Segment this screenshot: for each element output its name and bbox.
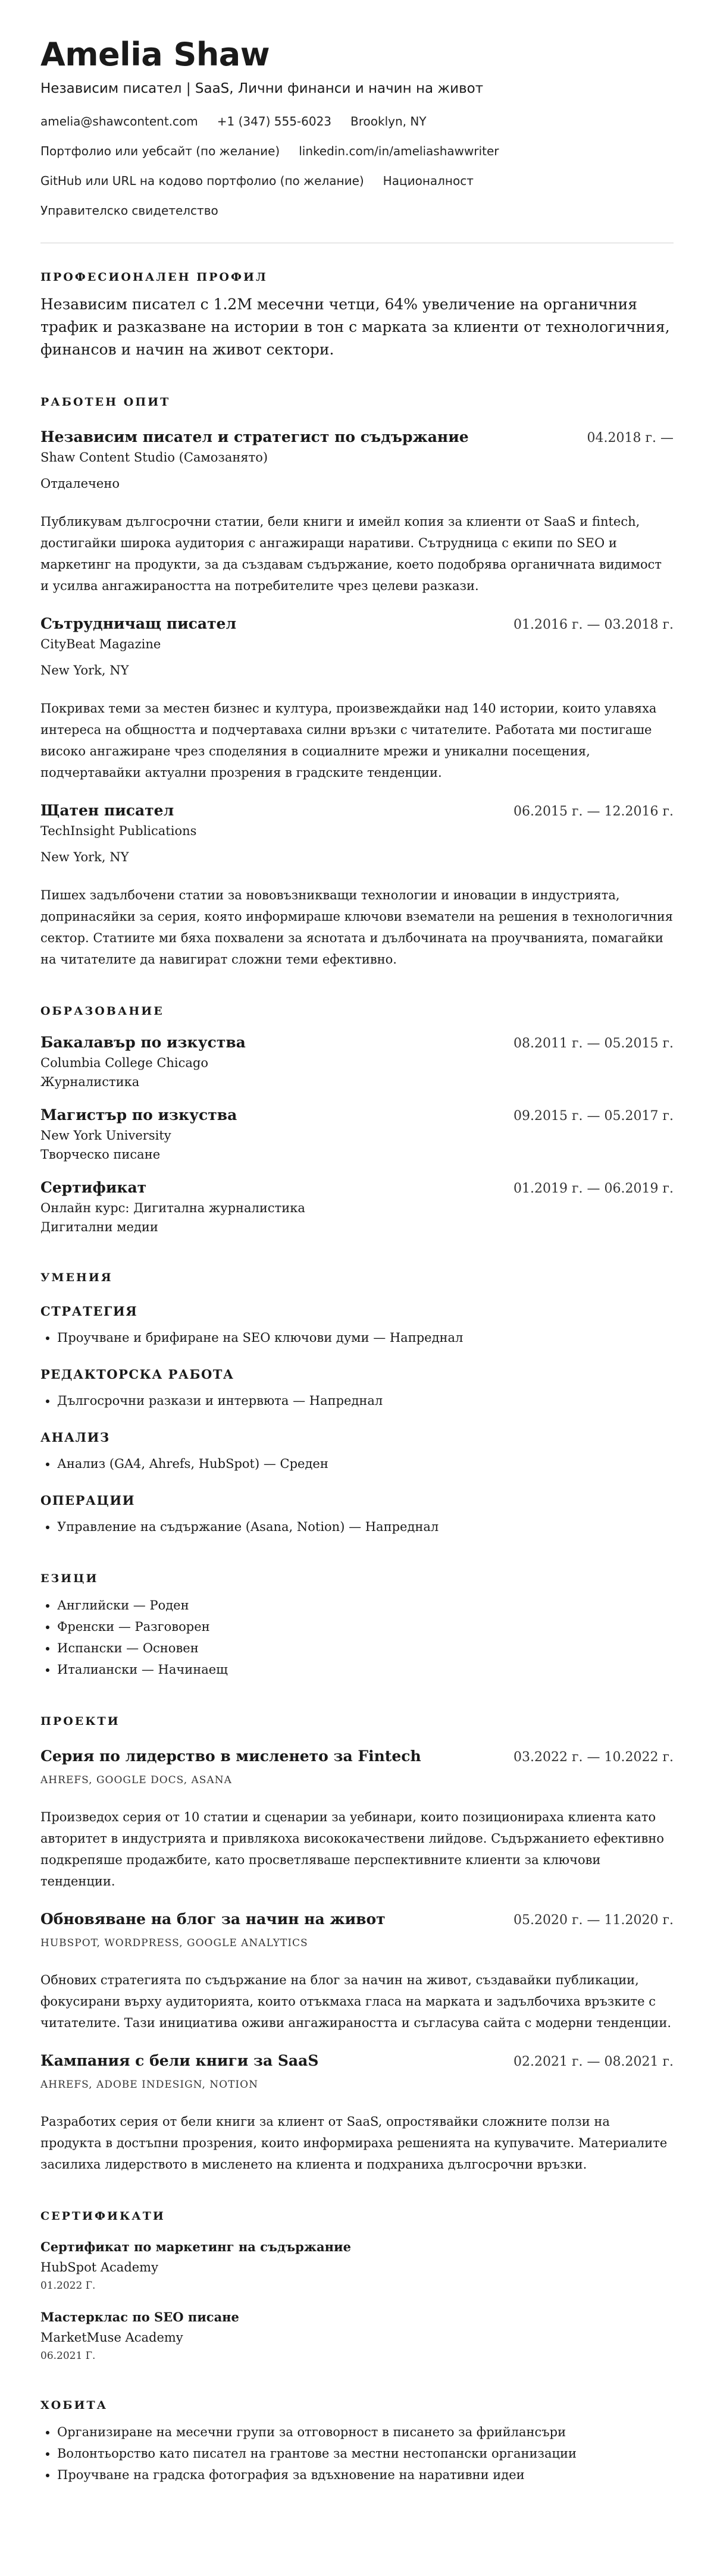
certification-issuer: HubSpot Academy	[40, 2260, 158, 2274]
certification-entry	[40, 2237, 674, 2294]
hobby-item: • Проучване на градска фотография за вдъхновение на наративни идеи	[57, 2464, 674, 2486]
education-entry	[40, 1178, 674, 1237]
job-dates: 01.2016 г. — 03.2018 г.	[513, 617, 674, 632]
certifications-section	[40, 2208, 674, 2364]
degree: Бакалавър по изкуства	[40, 1034, 246, 1051]
candidate-name: Amelia Shaw	[40, 36, 270, 73]
education-dates: 09.2015 г. — 05.2017 г.	[513, 1109, 674, 1124]
certification-issuer: MarketMuse Academy	[40, 2330, 183, 2345]
section-title-projects: ПРОЕКТИ	[40, 1715, 120, 1728]
certification-name: Сертификат по маркетинг на съдържание	[40, 2239, 351, 2254]
certification-entry	[40, 2307, 674, 2364]
project-name: Кампания с бели книги за SaaS	[40, 2052, 319, 2069]
projects-section	[40, 1714, 674, 2175]
profile-section	[40, 269, 674, 361]
education-entry	[40, 1106, 674, 1164]
degree: Сертификат	[40, 1179, 147, 1196]
section-title-experience: РАБОТЕН ОПИТ	[40, 396, 171, 409]
project-tools: AHREFS, GOOGLE DOCS, ASANA	[40, 1774, 232, 1786]
skill-item: • Управление на съдържание (Asana, Notion) — Напреднал	[57, 1516, 674, 1538]
school: Columbia College Chicago	[40, 1056, 209, 1070]
project-dates: 05.2020 г. — 11.2020 г.	[513, 1913, 674, 1928]
job-description: Покривах теми за местен бизнес и култура, произвеждайки над 140 истории, които улавяха интереса на общността и подчертаваха силни връзки с читателите. Работата ми постигаше високо ангажиране чрез споделяния в социалните мрежи и уникални посещения, подчертавайки актуални прозрения в градските тенденции.	[40, 701, 657, 780]
skill-item: • Проучване и брифиране на SEO ключови думи — Напреднал	[57, 1327, 674, 1348]
employer: Shaw Content Studio (Самозанято)	[40, 450, 268, 465]
education-dates: 08.2011 г. — 05.2015 г.	[513, 1036, 674, 1051]
job-location: New York, NY	[40, 663, 129, 677]
email-link[interactable]: amelia@shawcontent.com	[40, 114, 198, 128]
job-description: Публикувам дългосрочни статии, бели книги и имейл копия за клиенти от SaaS и fintech, достигайки широка аудитория с ангажиращи наративи. Сътрудница с екипи по SEO и маркетинг на продукти, за да създавам съдържание, което подобрява органичната видимост и усилва ангажираността на потребителите чрез целеви разкази.	[40, 514, 662, 593]
phone-number: +1 (347) 555-6023	[217, 114, 332, 128]
license-row	[40, 202, 674, 219]
section-title-certifications: СЕРТИФИКАТИ	[40, 2210, 165, 2223]
experience-entry	[40, 428, 674, 597]
experience-entry	[40, 614, 674, 783]
job-location: Отдалечено	[40, 476, 120, 491]
project-tools: AHREFS, ADOBE INDESIGN, NOTION	[40, 2079, 258, 2091]
job-location: New York, NY	[40, 850, 129, 864]
field-of-study: Дигитални медии	[40, 1220, 158, 1234]
language-item: • Френски — Разговорен	[57, 1616, 674, 1637]
skill-category: АНАЛИЗ	[40, 1430, 110, 1445]
project-name: Серия по лидерство в мисленето за Fintech	[40, 1747, 421, 1765]
school: Онлайн курс: Дигитална журналистика	[40, 1201, 305, 1215]
profile-summary: Независим писател с 1.2M месечни четци, 64% увеличение на органичния трафик и разказване на истории в тон с марката за клиенти от технологичния, финансов и начин на живот сектори.	[40, 296, 670, 358]
links-row	[40, 143, 674, 159]
hobby-item: • Волонтьорство като писател на грантове за местни нестопански организации	[57, 2443, 674, 2464]
school: New York University	[40, 1128, 171, 1143]
project-entry	[40, 1747, 674, 1892]
section-title-languages: ЕЗИЦИ	[40, 1572, 99, 1585]
language-item: • Испански — Основен	[57, 1637, 674, 1659]
section-title-hobbies: ХОБИТА	[40, 2399, 108, 2412]
project-name: Обновяване на блог за начин на живот	[40, 1910, 386, 1928]
driving-license: Управителско свидетелство	[40, 203, 218, 218]
field-of-study: Творческо писане	[40, 1147, 161, 1162]
employer: TechInsight Publications	[40, 824, 197, 838]
project-entry	[40, 2051, 674, 2175]
project-description: Разработих серия от бели книги за клиент от SaaS, опростявайки сложните ползи на продукта в достъпни прозрения, които информираха решенията на купувачите. Материалите засилиха лидерството в мисленето на клиента и подхраниха дългосрочни връзки.	[40, 2114, 668, 2172]
section-title-skills: УМЕНИЯ	[40, 1271, 113, 1284]
skill-category: СТРАТЕГИЯ	[40, 1304, 138, 1319]
skill-category: ОПЕРАЦИИ	[40, 1493, 135, 1508]
education-dates: 01.2019 г. — 06.2019 г.	[513, 1181, 674, 1196]
skill-item: • Анализ (GA4, Ahrefs, HubSpot) — Среден	[57, 1453, 674, 1474]
certification-date: 06.2021 Г.	[40, 2350, 96, 2362]
language-item: • Италиански — Начинаещ	[57, 1659, 674, 1680]
section-title-education: ОБРАЗОВАНИЕ	[40, 1005, 164, 1018]
location: Brooklyn, NY	[350, 114, 427, 128]
project-dates: 03.2022 г. — 10.2022 г.	[513, 1750, 674, 1765]
project-description: Обнових стратегията по съдържание на блог за начин на живот, създавайки публикации, фокусирани върху аудиторията, които отъкмаха гласа на марката и задълбочиха връзките с читателите. Тази инициатива оживи ангажираността и съгласува сайта с модерни тенденции.	[40, 1973, 672, 2030]
project-dates: 02.2021 г. — 08.2021 г.	[513, 2054, 674, 2069]
job-title: Сътрудничащ писател	[40, 615, 237, 632]
experience-section	[40, 394, 674, 970]
employer: CityBeat Magazine	[40, 637, 161, 651]
job-dates: 04.2018 г. —	[587, 431, 674, 445]
hobbies-section	[40, 2398, 674, 2486]
education-section	[40, 1003, 674, 1237]
candidate-headline: Независим писател | SaaS, Лични финанси и начин на живот	[40, 81, 484, 96]
project-description: Произведох серия от 10 статии и сценарии за уебинари, които позиционираха клиента като авторитет в индустрията и привлякоха висококачествени лийдове. Съдържанието ефективно подкрепяше продажбите, като просветляваше перспективните клиенти за ключови тенденции.	[40, 1810, 664, 1888]
language-item: • Английски — Роден	[57, 1595, 674, 1616]
education-entry	[40, 1033, 674, 1091]
github-link[interactable]: GitHub или URL на кодово портфолио (по желание)	[40, 174, 364, 188]
hobby-item: • Организиране на месечни групи за отговорност в писането за фрийлансъри	[57, 2421, 674, 2443]
certification-date: 01.2022 Г.	[40, 2280, 96, 2292]
linkedin-link[interactable]: linkedin.com/in/ameliashawwriter	[299, 144, 499, 158]
skills-section	[40, 1270, 674, 1538]
skill-item: • Дългосрочни разкази и интервюта — Напреднал	[57, 1390, 674, 1411]
nationality: Националност	[383, 174, 474, 188]
experience-entry	[40, 801, 674, 970]
job-dates: 06.2015 г. — 12.2016 г.	[513, 804, 674, 819]
certification-name: Мастерклас по SEO писане	[40, 2310, 239, 2324]
section-title-profile: ПРОФЕСИОНАЛЕН ПРОФИЛ	[40, 271, 268, 284]
job-title: Щатен писател	[40, 802, 174, 819]
extra-row	[40, 172, 674, 189]
field-of-study: Журналистика	[40, 1075, 140, 1089]
languages-section	[40, 1571, 674, 1680]
job-title: Независим писател и стратегист по съдържание	[40, 428, 469, 445]
contact-row	[40, 113, 674, 130]
job-description: Пишех задълбочени статии за нововъзникващи технологии и иновации в индустрията, допринасяйки за серия, която информираше ключови взематели на решения в технологичния сектор. Статиите ми бяха похвалени за яснотата и дълбочината на проучванията, помагайки на читателите да навигират сложни теми ефективно.	[40, 888, 674, 967]
project-entry	[40, 1910, 674, 2034]
portfolio-link[interactable]: Портфолио или уебсайт (по желание)	[40, 144, 280, 158]
skill-category: РЕДАКТОРСКА РАБОТА	[40, 1367, 234, 1382]
project-tools: HUBSPOT, WORDPRESS, GOOGLE ANALYTICS	[40, 1937, 308, 1949]
degree: Магистър по изкуства	[40, 1106, 237, 1124]
